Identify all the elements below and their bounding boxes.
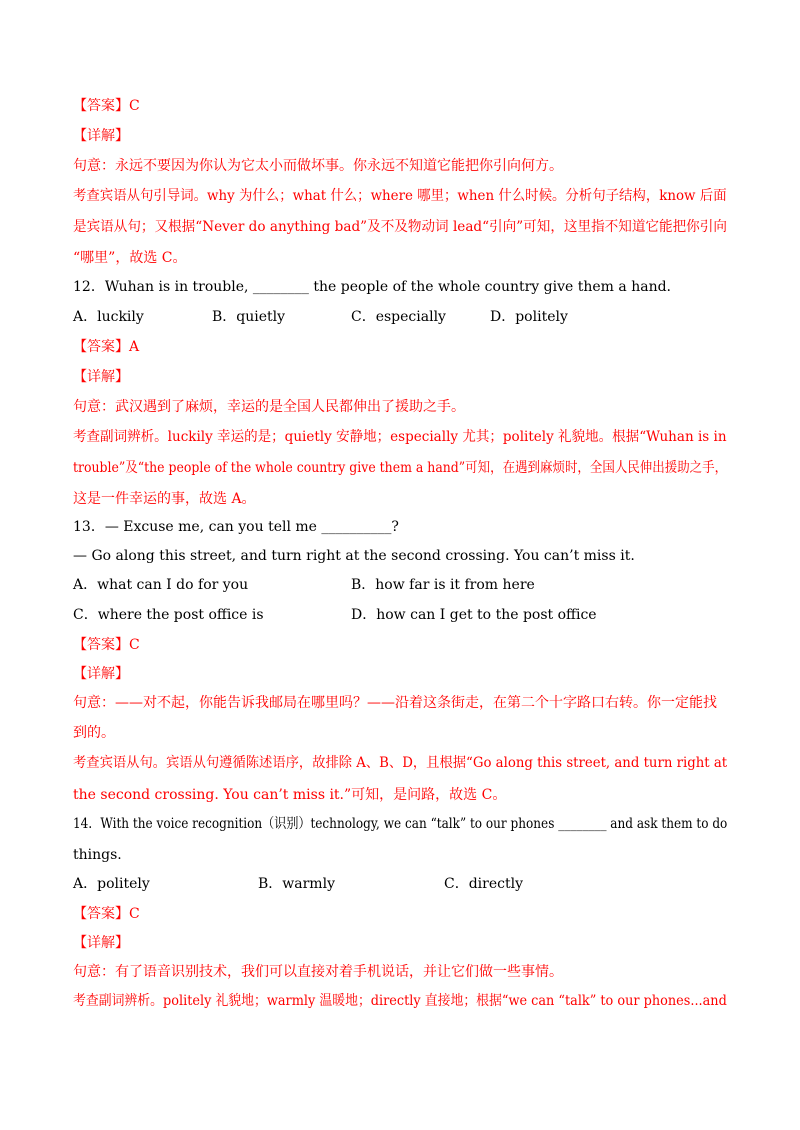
q12-explain-line-1: 考查副词辨析。luckily 幸运的是；quietly 安静地；especially 尤其；politely 礼貌地。根据“Wuhan is in (73, 429, 727, 445)
q14-option-a: A．politely (73, 876, 150, 892)
q13-detail-label: 【详解】 (73, 666, 129, 682)
q14-option-b: B．warmly (258, 876, 335, 892)
q13-answer: 【答案】C (73, 637, 140, 653)
q12-meaning: 句意：武汉遇到了麻烦，幸运的是全国人民都伸出了援助之手。 (73, 399, 465, 415)
q11-meaning: 句意：永远不要因为你认为它太小而做坏事。你永远不知道它能把你引向何方。 (73, 158, 563, 174)
q12-option-b: B．quietly (212, 309, 286, 325)
q14-option-c: C．directly (444, 876, 523, 892)
q13-option-a: A．what can I do for you (73, 577, 249, 593)
q11-answer: 【答案】C (73, 98, 140, 114)
q11-explain-line-1: 考查宾语从句引导词。why 为什么；what 什么；where 哪里；when 什么时候。分析句子结构，know 后面 (73, 188, 727, 204)
q14-detail-label: 【详解】 (73, 935, 129, 951)
q14-answer: 【答案】C (73, 906, 140, 922)
q14-stem-line-2: things. (73, 847, 122, 863)
q12-stem: 12．Wuhan is in trouble, ________ the people of the whole country give them a hand. (73, 279, 671, 295)
q12-answer: 【答案】A (73, 339, 140, 355)
q13-explain-line-1: 考查宾语从句。宾语从句遵循陈述语序，故排除 A、B、D，且根据“Go along this street, and turn right at (73, 755, 728, 771)
q12-explain-line-2: trouble”及“the people of the whole country give them a hand”可知，在遇到麻烦时，全国人民伸出援助之手， (73, 460, 728, 476)
q13-stem-line-2: — Go along this street, and turn right at the second crossing. You can’t miss it. (73, 548, 635, 564)
q11-explain-line-3: “哪里”，故选 C。 (73, 250, 187, 266)
q12-option-c: C．especially (351, 309, 446, 325)
q11-detail-label: 【详解】 (73, 128, 129, 144)
q13-stem-line-1: 13．— Excuse me, can you tell me __________? (73, 519, 399, 535)
q13-explain-line-2: the second crossing. You can’t miss it.”可知，是问路，故选 C。 (73, 787, 507, 803)
q11-explain-line-2: 是宾语从句；又根据“Never do anything bad”及不及物动词 lead“引向”可知，这里指不知道它能把你引向 (73, 219, 727, 235)
q13-option-c: C．where the post office is (73, 607, 264, 623)
q13-option-d: D．how can I get to the post office (351, 607, 597, 623)
q13-meaning-line-1: 句意：——对不起，你能告诉我邮局在哪里吗？——沿着这条街走，在第二个十字路口右转。你一定能找 (73, 695, 717, 711)
q13-meaning-line-2: 到的。 (73, 725, 115, 741)
q12-option-a: A．luckily (73, 309, 144, 325)
q14-explain-line-1: 考查副词辨析。politely 礼貌地；warmly 温暖地；directly 直接地；根据“we can “talk” to our phones...and (73, 993, 727, 1009)
q12-option-d: D．politely (490, 309, 568, 325)
q13-option-b: B．how far is it from here (351, 577, 535, 593)
q14-stem-line-1: 14．With the voice recognition（识别）technology, we can “talk” to our phones ________ and ask them to do (73, 816, 728, 832)
q12-explain-line-3: 这是一件幸运的事，故选 A。 (73, 491, 256, 507)
q12-detail-label: 【详解】 (73, 369, 129, 385)
q14-meaning: 句意：有了语音识别技术，我们可以直接对着手机说话，并让它们做一些事情。 (73, 964, 563, 980)
